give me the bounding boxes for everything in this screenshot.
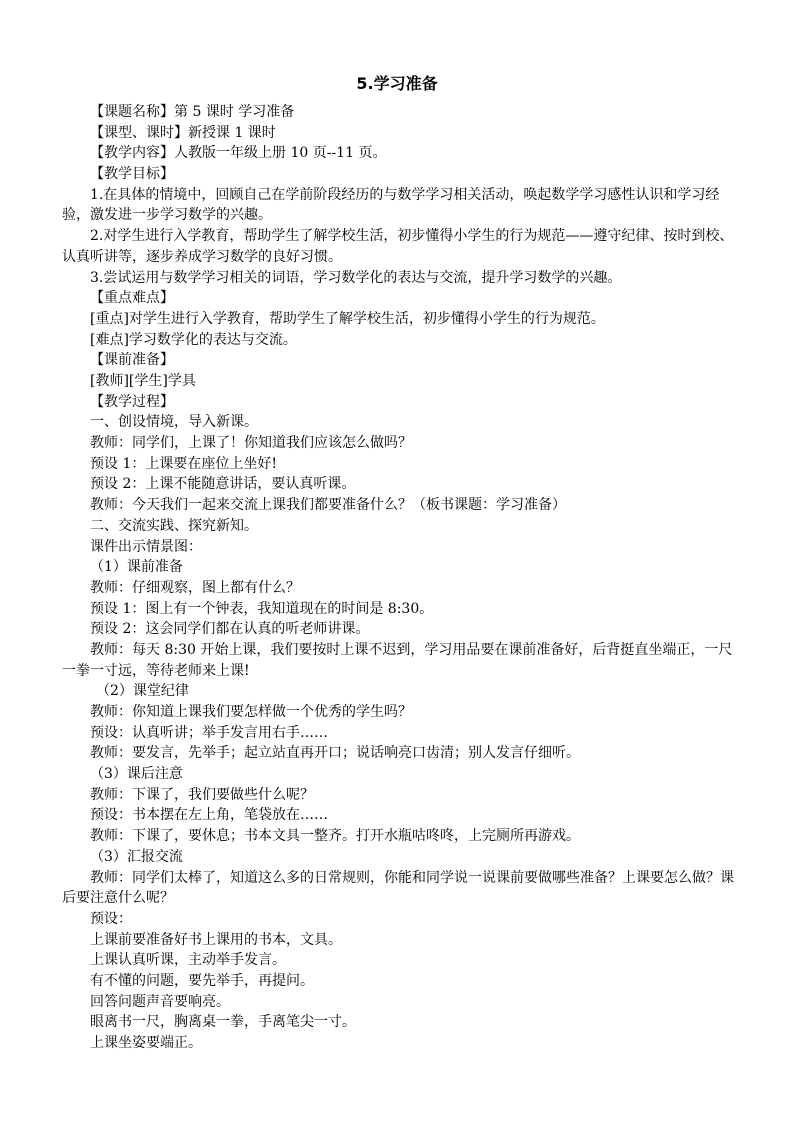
section-heading-key-points: 【重点难点】 [90,290,174,307]
text-paragraph: 教师：每天 8:30 开始上课，我们要按时上课不迟到，学习用品要在课前准备好，后背挺直坐端正，一尺一拳一寸远，等待老师来上课! [62,641,733,679]
step-heading-1: 一、创设情境，导入新课。 [90,414,258,431]
page-title: 5.学习准备 [356,74,438,93]
difficult-point: [难点]学习数学化的表达与交流。 [90,331,297,348]
objective-1: 1.在具体的情境中，回顾自己在学前阶段经历的与数学学习相关活动，唤起数学学习感性认识和学习经验，激发进一步学习数学的兴趣。 [62,186,720,224]
sub-heading: （1）课前准备 [90,559,183,576]
sub-heading: （3）汇报交流 [90,848,183,865]
text-paragraph: 教师：同学们太棒了，知道这么多的日常规则，你能和同学说一说课前要做哪些准备？上课要怎么做？课后要注意什么呢？ [62,869,734,907]
objective-3: 3.尝试运用与数学学习相关的词语，学习数学化的表达与交流，提升学习数学的兴趣。 [90,269,622,286]
step-heading-2: 二、交流实践、探究新知。 [90,517,258,534]
section-heading-preparation: 【课前准备】 [90,352,174,369]
text-line: 教师：仔细观察，图上都有什么？ [90,579,300,596]
text-line: 预设： [90,910,132,927]
text-line: 上课前要准备好书上课用的书本，文具。 [90,931,342,948]
text-line: 教师：今天我们一起来交流上课我们都要准备什么？（板书课题：学习准备） [90,497,566,514]
text-line: 预设 2：这会同学们都在认真的听老师讲课。 [90,621,370,638]
lesson-name: 【课题名称】第 5 课时 学习准备 [90,104,295,120]
text-line: 有不懂的问题，要先举手，再提问。 [90,973,314,989]
sub-heading: （3）课后注意 [90,766,183,783]
text-line: 上课认真听课，主动举手发言。 [90,952,286,969]
text-line: 教师：下课了，要休息；书本文具一整齐。打开水瓶咕咚咚，上完厕所再游戏。 [90,828,580,845]
text-line: 预设 1：图上有一个钟表，我知道现在的时间是 8:30。 [90,600,434,617]
text-line: 预设 2：上课不能随意讲话，要认真听课。 [90,476,356,493]
key-point: [重点]对学生进行入学教育，帮助学生了解学校生活，初步懂得小学生的行为规范。 [90,310,605,327]
text-line: 课件出示情景图： [90,538,202,555]
text-line: 回答问题声音要响亮。 [90,993,230,1010]
objective-2: 2.对学生进行入学教育，帮助学生了解学校生活，初步懂得小学生的行为规范——遵守纪律、按时到校、认真听讲等，逐步养成学习数学的良好习惯。 [62,228,734,265]
lesson-type: 【课型、课时】新授课 1 课时 [90,124,276,141]
text-line: 教师：同学们，上课了！你知道我们应该怎么做吗？ [90,435,412,452]
teaching-content: 【教学内容】人教版一年级上册 10 页--11 页。 [90,145,387,162]
text-line: 上课坐姿要端正。 [90,1035,202,1052]
text-line: 预设：认真听讲；举手发言用右手…… [90,724,328,741]
text-line: 教师：要发言，先举手；起立站直再开口；说话响亮口齿清；别人发言仔细听。 [90,745,580,762]
text-line: 预设 1：上课要在座位上坐好! [90,455,277,472]
text-line: 眼离书一尺，胸离桌一拳，手离笔尖一寸。 [90,1014,356,1031]
sub-heading: （2）课堂纪律 [96,683,189,700]
text-line: 教师：下课了，我们要做些什么呢？ [90,786,314,803]
preparation-items: [教师][学生]学具 [90,373,196,389]
section-heading-process: 【教学过程】 [90,393,174,410]
document-body [62,102,738,1054]
text-line: 预设：书本摆在左上角，笔袋放在…… [90,807,328,824]
text-line: 教师：你知道上课我们要怎样做一个优秀的学生吗？ [90,704,412,721]
section-heading-objectives: 【教学目标】 [90,166,174,183]
